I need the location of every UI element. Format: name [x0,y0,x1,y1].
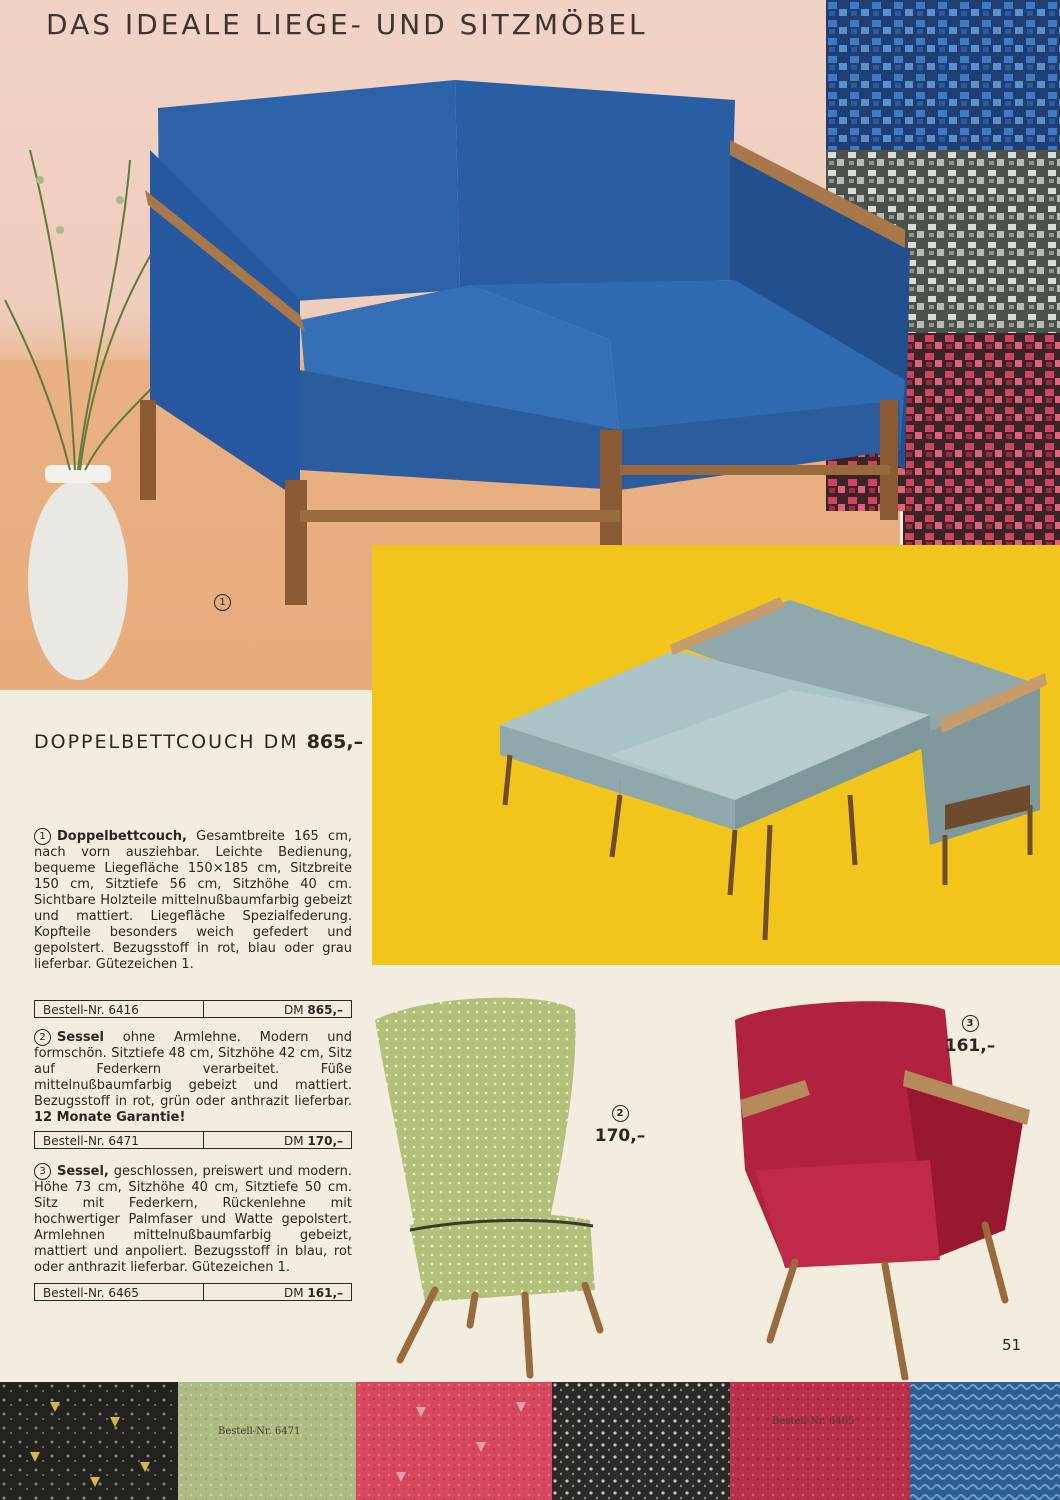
item-3-order-price: DM 161,– [283,1286,343,1300]
couch-number: 1 [214,594,231,611]
page-title: DAS IDEALE LIEGE- UND SITZMÖBEL [46,8,648,41]
chair-3-number: 3 [962,1015,979,1032]
item-3-order-row [34,1283,352,1301]
item-3-name: Sessel, [57,1164,109,1179]
product-headline [34,731,363,753]
fabric-swatch-blue-bottom [910,1382,1060,1500]
chair-2-price-label [590,1105,650,1146]
headline-price: 865,– [306,731,364,753]
item-2-order-price: DM 170,– [283,1134,343,1148]
item-1-order-row [34,1000,352,1018]
fabric-swatch-pink [356,1382,554,1500]
item-1-name: Doppelbettcouch, [57,829,187,844]
fabric-swatch-anthracite [552,1382,732,1500]
item-3-number: 3 [34,1163,51,1180]
red-chair-illustration [715,1000,1035,1380]
chair-2-price: 170,– [594,1126,646,1146]
fabric-swatch-red-bottom [730,1382,912,1500]
swatch-label-red: Bestell-Nr. 6465 [772,1416,855,1427]
chair-3-price-label [940,1015,1000,1056]
bed-illustration [490,595,1055,945]
fabric-swatch-black-yellow [0,1382,180,1500]
item-3-description [34,1163,352,1276]
item-1-number: 1 [34,828,51,845]
item-2-description [34,1029,352,1126]
item-2-order-number: Bestell-Nr. 6471 [35,1132,204,1148]
swatch-label-green: Bestell-Nr. 6471 [218,1426,301,1437]
fabric-swatch-red [903,333,1060,545]
chair-2-number: 2 [612,1105,629,1122]
item-3-text: geschlossen, preiswert und modern. Höhe 73 cm, Sitzhöhe 40 cm, Sitztiefe 50 cm. Sitz mit Federkern, Rückenlehne mit hochwertiger Palmfaser und Watte gepolstert. Armlehnen mittelnußbaumfarbig gebeizt, mattiert und anpoliert. Bezugsstoff in blau, rot oder anthrazit lieferbar. Gütezeichen 1. [34,1164,352,1275]
item-1-text: Gesamtbreite 165 cm, nach vorn ausziehbar. Leichte Bedienung, bequeme Liegefläche 150×185 cm, Sitzbreite 150 cm, Sitztiefe 56 cm, Sitzhöhe 40 cm. Sichtbare Holzteile mittelnußbaumfarbig gebeizt und mattiert. Liegefläche Spezialfederung. Kopfteile besonders weich gefedert und gepolstert. Bezugsstoff in rot, blau oder grau lieferbar. Gütezeichen 1. [34,829,352,972]
item-2-text: ohne Armlehne. Modern und formschön. Sitztiefe 48 cm, Sitzhöhe 42 cm, Sitz auf Federkern verarbeitet. Füße mittelnußbaumfarbig gebeizt und mattiert. Bezugsstoff in rot, grün oder anthrazit lieferbar. [34,1030,352,1109]
fabric-swatch-green [178,1382,358,1500]
green-chair-illustration [365,990,605,1380]
item-2-order-row [34,1131,352,1149]
item-2-number: 2 [34,1029,51,1046]
chair-3-price: 161,– [944,1036,996,1056]
item-1-order-number: Bestell-Nr. 6416 [35,1001,204,1017]
item-1-description [34,828,352,973]
item-2-emphasis: 12 Monate Garantie! [34,1110,186,1125]
page-number: 51 [1002,1336,1022,1354]
headline-text: DOPPELBETTCOUCH DM [34,731,307,753]
item-1-order-price: DM 865,– [283,1003,343,1017]
item-3-order-number: Bestell-Nr. 6465 [35,1284,204,1300]
item-2-name: Sessel [57,1030,104,1045]
